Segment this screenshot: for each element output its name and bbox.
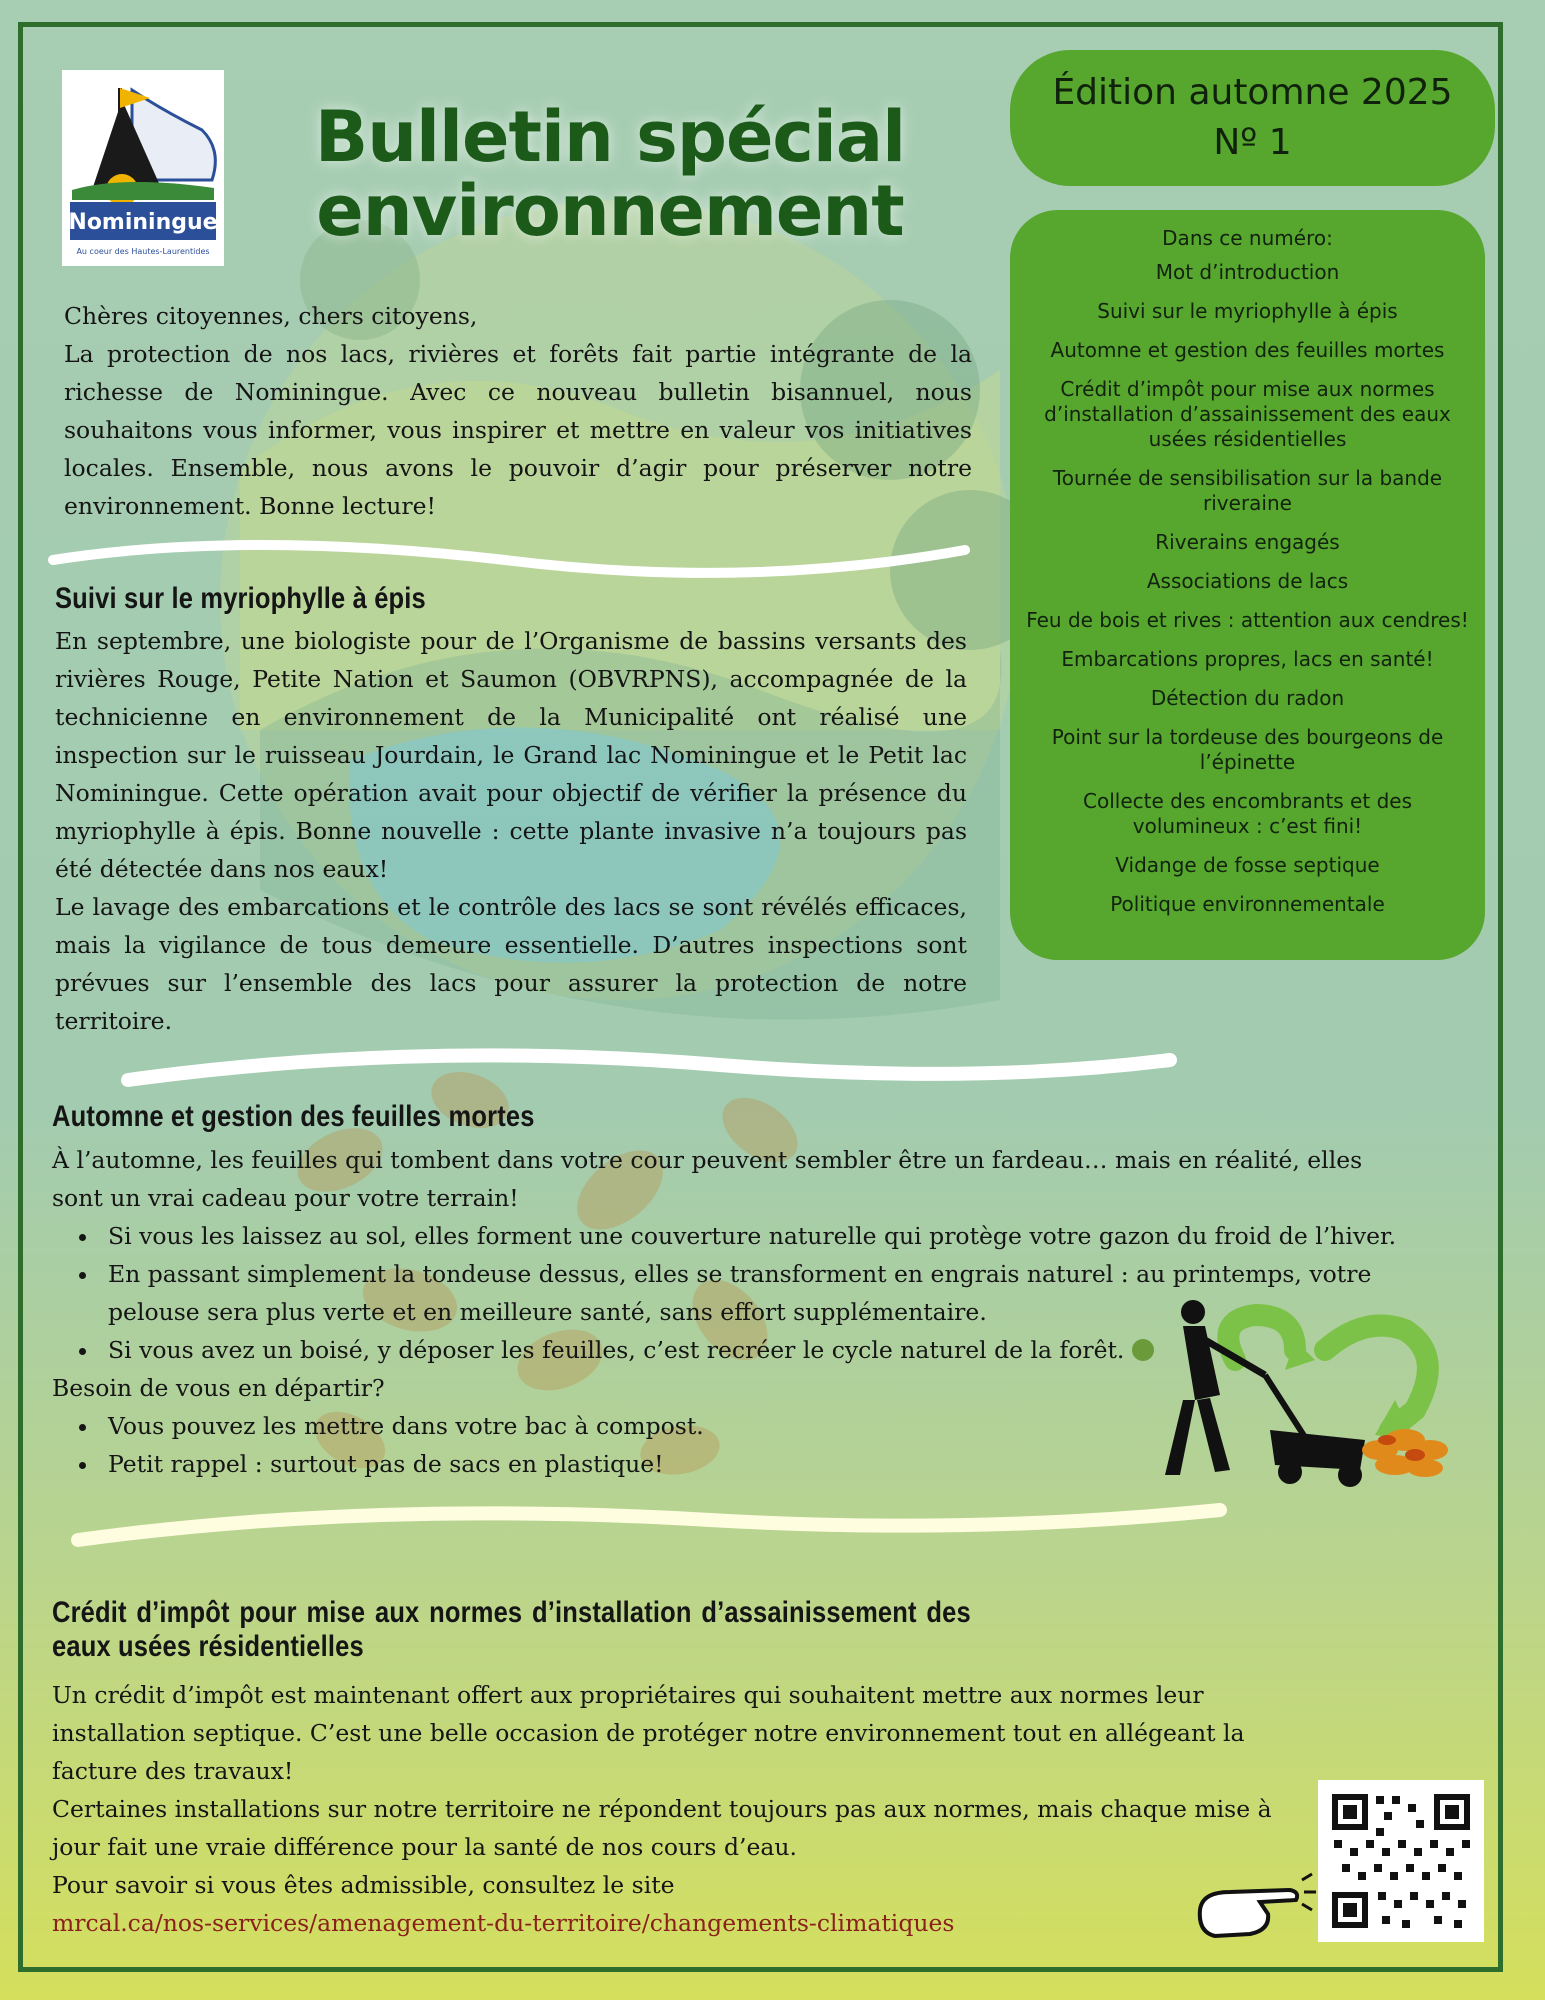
toc-item[interactable]: Collecte des encombrants et des volumineux : c’est fini!	[1083, 789, 1412, 838]
toc-item[interactable]: Feu de bois et rives : attention aux cendres!	[1026, 608, 1469, 632]
qr-code[interactable]	[1318, 1780, 1484, 1942]
toc-item[interactable]: Embarcations propres, lacs en santé!	[1061, 647, 1434, 671]
toc-item[interactable]: Associations de lacs	[1146, 569, 1349, 593]
credit-website-link[interactable]: mrcal.ca/nos-services/amenagement-du-territoire/changements-climatiques	[52, 1909, 955, 1937]
myriophylle-text	[55, 622, 967, 1040]
toc-item[interactable]: Détection du radon	[1150, 686, 1345, 710]
toc-item[interactable]: Point sur la tordeuse des bourgeons de l’épinette	[1051, 725, 1444, 774]
credit-paragraph-1: Un crédit d’impôt est maintenant offert aux propriétaires qui souhaitent mettre aux normes leur installation septique. C’est une belle occasion de protéger notre environnement tout en allégeant la facture des travaux!	[52, 1681, 1245, 1785]
toc-item[interactable]: Mot d’introduction	[1155, 260, 1340, 284]
list-item: • Petit rappel : surtout pas de sacs en plastique!	[100, 1445, 1412, 1483]
toc-item[interactable]: Vidange de fosse septique	[1115, 853, 1380, 877]
list-item-text: Si vous avez un boisé, y déposer les feuilles, c’est recréer le cycle naturel de la forêt.	[108, 1336, 1125, 1364]
intro-body: La protection de nos lacs, rivières et forêts fait partie intégrante de la richesse de Nominingue. Avec ce nouveau bulletin bisannuel, nous souhaitons vous informer, vous inspirer et mettre en valeur vos initiatives locales. Ensemble, nous avons le pouvoir d’agir pour préserver notre environnement. Bonne lecture!	[64, 340, 972, 520]
toc-item[interactable]: Riverains engagés	[1155, 530, 1340, 554]
credit-paragraph-3: Pour savoir si vous êtes admissible, consultez le site	[52, 1871, 675, 1899]
toc-item[interactable]: Automne et gestion des feuilles mortes	[1050, 338, 1445, 362]
intro-text	[64, 297, 972, 525]
toc-item[interactable]: Suivi sur le myriophylle à épis	[1097, 299, 1398, 323]
pointing-hand-icon	[1190, 1870, 1320, 1950]
table-of-contents	[1010, 210, 1485, 960]
feuilles-intro: À l’automne, les feuilles qui tombent dans votre cour peuvent sembler être un fardeau… mais en réalité, elles sont un vrai cadeau pour votre terrain!	[52, 1146, 1363, 1212]
page-title	[240, 96, 980, 252]
title-line-1: Bulletin spécial	[314, 96, 906, 178]
edition-number: Nº 1	[1213, 122, 1292, 163]
toc-item[interactable]: Crédit d’impôt pour mise aux normes d’installation d’assainissement des eaux usées résidentielles	[1044, 377, 1451, 451]
section-heading-feuilles: Automne et gestion des feuilles mortes	[52, 1100, 535, 1133]
logo-wordmark: Nominingue	[68, 210, 218, 235]
toc-heading: Dans ce numéro:	[1162, 226, 1333, 250]
toc-item[interactable]: Tournée de sensibilisation sur la bande riveraine	[1052, 466, 1443, 515]
edition-season: Édition automne 2025	[1052, 72, 1453, 113]
logo-tagline: Au coeur des Hautes-Laurentides	[76, 247, 210, 256]
section-heading-credit: Crédit d’impôt pour mise aux normes d’installation d’assainissement des eaux usées résidentielles	[52, 1596, 971, 1663]
list-item: • En passant simplement la tondeuse dessus, elles se transforment en engrais naturel : au printemps, votre pelouse sera plus verte et en meilleure santé, sans effort supplémentaire.	[100, 1255, 1412, 1331]
section-heading-myriophylle: Suivi sur le myriophylle à épis	[55, 582, 426, 615]
myriophylle-paragraph-2: Le lavage des embarcations et le contrôle des lacs se sont révélés efficaces, mais la vigilance de tous demeure essentielle. D’autres inspections sont prévues sur l’ensemble des lacs pour assurer la protection de notre territoire.	[55, 893, 967, 1035]
toc-item[interactable]: Politique environnementale	[1110, 892, 1385, 916]
feuilles-question: Besoin de vous en départir?	[52, 1374, 385, 1402]
credit-paragraph-2: Certaines installations sur notre territoire ne répondent toujours pas aux normes, mais chaque mise à jour fait une vraie différence pour la santé de nos cours d’eau.	[52, 1795, 1272, 1861]
nominingue-logo	[62, 70, 224, 266]
edition-badge	[1010, 50, 1495, 186]
list-item: • Vous pouvez les mettre dans votre bac à compost.	[100, 1407, 1412, 1445]
myriophylle-paragraph-1: En septembre, une biologiste pour de l’Organisme de bassins versants des rivières Rouge, Petite Nation et Saumon (OBVRPNS), accompagnée de la technicienne en environnement de la Municipalité ont réalisé une inspection sur le ruisseau Jourdain, le Grand lac Nominingue et le Petit lac Nominingue. Cette opération avait pour objectif de vérifier la présence du myriophylle à épis. Bonne nouvelle : cette plante invasive n’a toujours pas été détectée dans nos eaux!	[55, 627, 967, 883]
intro-greeting: Chères citoyennes, chers citoyens,	[64, 302, 478, 330]
list-item: • Si vous les laissez au sol, elles forment une couverture naturelle qui protège votre gazon du froid de l’hiver.	[100, 1217, 1412, 1255]
title-line-2: environnement	[316, 170, 904, 252]
credit-text	[52, 1676, 1272, 1942]
lawn-mower-recycle-illustration	[1125, 1300, 1475, 1530]
